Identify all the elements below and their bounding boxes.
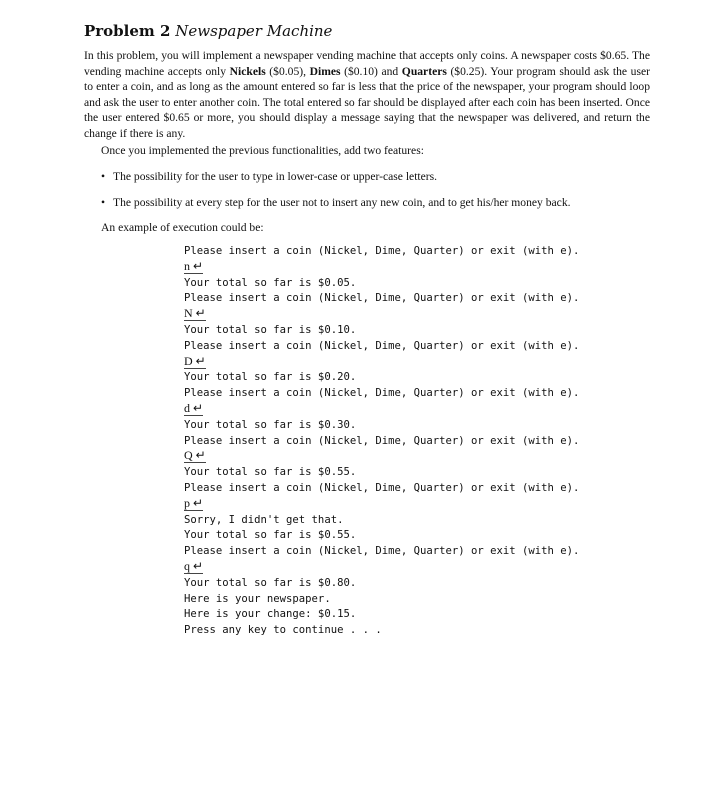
problem-name: Newspaper Machine <box>175 22 333 40</box>
output-line: Your total so far is $0.55. <box>184 466 357 479</box>
user-input: n ↵ <box>184 258 204 273</box>
intro-text-4: ($0.25). Your program should ask the user to enter a coin, and as long as the amount entered so far is less that the price of the newspaper, your program should loop and ask the user to enter another coin. The total entered so far should be displayed after each coin has been inserted. Once the user entered $0.65 or more, you should display a message saying that the newspaper was delivered, and return the change if there is any. <box>84 64 650 140</box>
intro-text-3: ($0.10) and <box>340 64 402 78</box>
feature-item <box>101 170 437 183</box>
bullet-icon: • <box>101 170 106 183</box>
user-input: p ↵ <box>184 495 204 510</box>
nickels-term: Nickels <box>229 64 266 78</box>
intro-text-1: In this problem, you will implement a newspaper vending machine that accepts only coins. A newspaper costs $0.65. The vending machine accepts only <box>84 49 650 78</box>
dimes-term: Dimes <box>309 64 341 78</box>
user-input: D ↵ <box>184 353 206 368</box>
output-line: Your total so far is $0.20. <box>184 371 357 384</box>
output-line: Here is your change: $0.15. <box>184 608 357 621</box>
output-line: Please insert a coin (Nickel, Dime, Quarter) or exit (with e). <box>184 481 580 494</box>
problem-description <box>84 48 650 142</box>
output-line: Your total so far is $0.10. <box>184 323 357 336</box>
output-line: Please insert a coin (Nickel, Dime, Quarter) or exit (with e). <box>184 339 580 352</box>
output-line: Please insert a coin (Nickel, Dime, Quarter) or exit (with e). <box>184 545 580 558</box>
user-input-line <box>184 260 579 276</box>
problem-number: Problem 2 <box>84 22 171 40</box>
user-input-line <box>184 355 579 371</box>
user-input-line <box>184 307 579 323</box>
output-line: Press any key to continue . . . <box>184 624 382 637</box>
output-line: Your total so far is $0.05. <box>184 276 357 289</box>
user-input: d ↵ <box>184 400 204 415</box>
output-line: Your total so far is $0.30. <box>184 418 357 431</box>
user-input-line <box>184 449 579 465</box>
user-input: q ↵ <box>184 558 204 573</box>
output-line: Here is your newspaper. <box>184 592 331 605</box>
user-input-line <box>184 560 579 576</box>
output-line: Sorry, I didn't get that. <box>184 513 344 526</box>
example-intro: An example of execution could be: <box>101 221 264 234</box>
intro-text-2: ($0.05), <box>265 64 310 78</box>
output-line: Your total so far is $0.80. <box>184 576 357 589</box>
user-input-line <box>184 497 579 513</box>
output-line: Please insert a coin (Nickel, Dime, Quarter) or exit (with e). <box>184 292 580 305</box>
output-line: Your total so far is $0.55. <box>184 529 357 542</box>
output-line: Please insert a coin (Nickel, Dime, Quarter) or exit (with e). <box>184 387 580 400</box>
feature-text: The possibility for the user to type in lower-case or upper-case letters. <box>113 170 438 183</box>
user-input: Q ↵ <box>184 448 206 463</box>
features-intro: Once you implemented the previous functionalities, add two features: <box>101 144 424 157</box>
output-line: Please insert a coin (Nickel, Dime, Quarter) or exit (with e). <box>184 245 580 257</box>
user-input-line <box>184 402 579 418</box>
feature-item <box>101 196 571 209</box>
bullet-icon: • <box>101 196 106 209</box>
quarters-term: Quarters <box>401 64 447 78</box>
output-line: Please insert a coin (Nickel, Dime, Quarter) or exit (with e). <box>184 434 580 447</box>
example-execution <box>184 244 579 639</box>
problem-heading <box>84 22 332 40</box>
user-input: N ↵ <box>184 306 206 321</box>
feature-text: The possibility at every step for the user not to insert any new coin, and to get his/her money back. <box>113 196 571 209</box>
